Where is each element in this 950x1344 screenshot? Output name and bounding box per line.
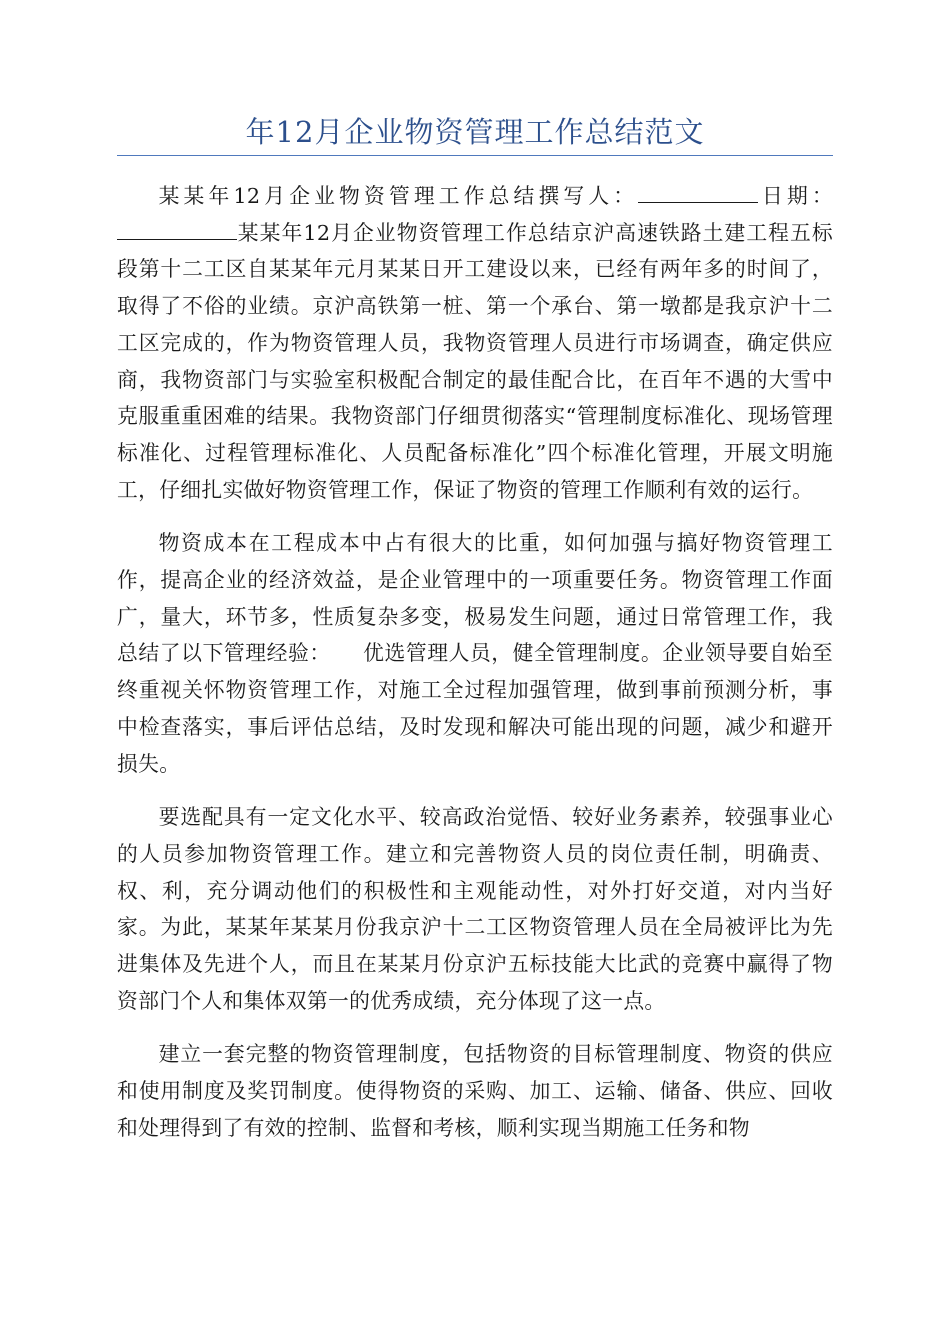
- paragraph-1: 物资成本在工程成本中占有很大的比重，如何加强与搞好物资管理工作，提高企业的经济效益，是企业管理中的一项重要任务。物资管理工作面广，量大，环节多，性质复杂多变，极易发生问题，通过日常管理工作，我总结了以下管理经验： 优选管理人员，健全管理制度。企业领导要自始至终重视关怀物资管理工作，对施工全过程加强管理，做到事前预测分析，事中检查落实，事后评估总结，及时发现和解决可能出现的问题，减少和避开损失。: [117, 531, 833, 776]
- author-blank: [638, 180, 758, 203]
- date-label: 日期：: [758, 184, 833, 208]
- intro-paragraph: [117, 178, 833, 508]
- intro-rest: 某某年12月企业物资管理工作总结京沪高速铁路土建工程五标段第十二工区自某某年元月某某日开工建设以来，已经有两年多的时间了，取得了不俗的业绩。京沪高铁第一桩、第一个承台、第一墩都是我京沪十二工区完成的，作为物资管理人员，我物资管理人员进行市场调查，确定供应商，我物资部门与实验室积极配合制定的最佳配合比，在百年不遇的大雪中克服重重困难的结果。我物资部门仔细贯彻落实“管理制度标准化、现场管理标准化、过程管理标准化、人员配备标准化”四个标准化管理，开展文明施工，仔细扎实做好物资管理工作，保证了物资的管理工作顺利有效的运行。: [117, 220, 833, 502]
- paragraph-3: 建立一套完整的物资管理制度，包括物资的目标管理制度、物资的供应和使用制度及奖罚制度。使得物资的采购、加工、运输、储备、供应、回收和处理得到了有效的控制、监督和考核，顺利实现当期施工任务和物: [117, 1042, 833, 1140]
- document-body: [117, 178, 833, 1164]
- intro-lead: 某某年12月企业物资管理工作总结撰写人：: [158, 184, 639, 208]
- paragraph-2: 要选配具有一定文化水平、较高政治觉悟、较好业务素养，较强事业心的人员参加物资管理工作。建立和完善物资人员的岗位责任制，明确责、权、利，充分调动他们的积极性和主观能动性，对外打好交道，对内当好家。为此，某某年某某月份我京沪十二工区物资管理人员在全局被评比为先进集体及先进个人，而且在某某月份京沪五标技能大比武的竞赛中赢得了物资部门个人和集体双第一的优秀成绩，充分体现了这一点。: [117, 805, 833, 1013]
- date-blank: [117, 217, 237, 240]
- title-underline: [117, 155, 833, 156]
- document-title: 年12月企业物资管理工作总结范文: [245, 115, 705, 149]
